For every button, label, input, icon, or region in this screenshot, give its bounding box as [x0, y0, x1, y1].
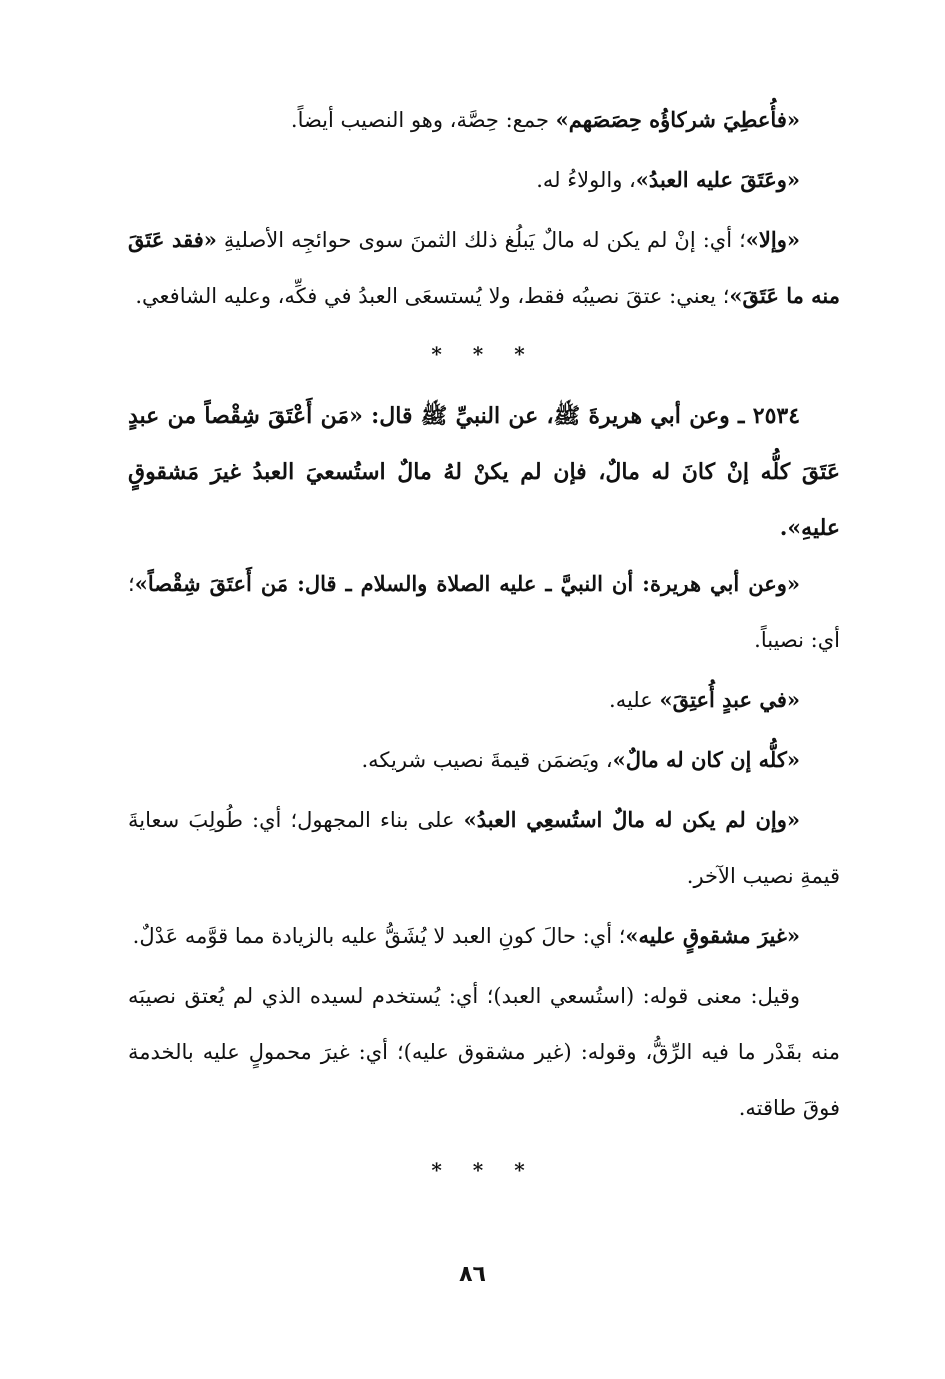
hadith-body: «مَن أَعْتَقَ شِقْصاً من عبدٍ عَتَقَ كلُّه إنْ كانَ له مالٌ، فإن لم يكنْ لهُ مالٌ استُسعيَ العبدُ غيرَ مَشقوقٍ عليهِ». [128, 403, 840, 541]
commentary-text: ؛ يعني: عتقَ نصيبُه فقط، ولا يُستسعَى العبدُ في فكِّه، وعليه الشافعي. [135, 284, 730, 308]
quoted-phrase: «وإلا» [745, 227, 800, 252]
hadith-text [128, 388, 840, 556]
quoted-phrase: «في عبدٍ أُعتِقَ» [659, 687, 800, 712]
commentary-text: ، ويَضمَن قيمةَ نصيب شريكه. [361, 748, 613, 772]
quoted-phrase: «وعن أبي هريرة: أن النبيَّ ـ عليه الصلاة والسلام ـ قال: مَن أَعتَقَ شِقْصاً» [134, 571, 800, 596]
commentary-text: عليه. [609, 688, 660, 712]
commentary-text: على بناء المجهول؛ أي: طُولِبَ سعايةَ قيمةِ نصيب الآخر. [128, 808, 840, 888]
quoted-phrase: «وعَتَقَ عليه العبدُ» [635, 167, 800, 192]
page-content [128, 92, 840, 1182]
section-separator: * * * [431, 1158, 537, 1182]
commentary-line-2 [128, 152, 840, 208]
quoted-phrase: «غيرَ مشقوقٍ عليه» [625, 923, 800, 948]
quoted-phrase: «فأُعطِيَ شركاؤُه حِصَصَهم» [555, 107, 800, 132]
final-paragraph: وقيل: معنى قوله: (استُسعي العبد)؛ أي: يُستخدم لسيده الذي لم يُعتق نصيبَه منه بقَدْر ما فيه الرِّقُّ، وقوله: (غير مشقوق عليه)؛ أي: غيرَ محمولٍ عليه بالخدمة فوقَ طاقته. [128, 984, 840, 1120]
hadith-number-intro: ٢٥٣٤ ـ وعن أبي هريرةَ ﷺ، عن النبيِّ ﷺ قال: [371, 403, 801, 429]
commentary-line-5 [128, 672, 840, 728]
commentary-text: جمع: حِصَّة، وهو النصيب أيضاً. [290, 108, 556, 132]
commentary-text: ؛ أي: إنْ لم يكن له مالٌ يَبلُغ ذلك الثمنَ سوى حوائجِه الأصليةِ [216, 228, 746, 252]
page-number: ٨٦ [459, 1262, 486, 1287]
commentary-line-7 [128, 792, 840, 904]
commentary-text: ؛ أي: نصيباً. [128, 572, 840, 652]
commentary-text: ، والولاءُ له. [536, 168, 636, 192]
commentary-text: ؛ أي: حالَ كونِ العبد لا يُشَقُّ عليه بالزيادة مما قوَّمه عَدْلٌ. [132, 924, 626, 948]
commentary-line-4 [128, 556, 840, 668]
commentary-line-1 [128, 92, 840, 148]
commentary-line-8 [128, 908, 840, 964]
commentary-line-6 [128, 732, 840, 788]
section-separator: * * * [431, 342, 537, 366]
quoted-phrase: «كلُّه إن كان له مالٌ» [612, 747, 800, 772]
quoted-phrase: «فقد عَتَقَ منه ما عَتَقَ» [128, 227, 840, 308]
quoted-phrase: «وإن لم يكن له مالٌ استُسعِي العبدُ» [463, 807, 800, 832]
commentary-line-3 [128, 212, 840, 324]
